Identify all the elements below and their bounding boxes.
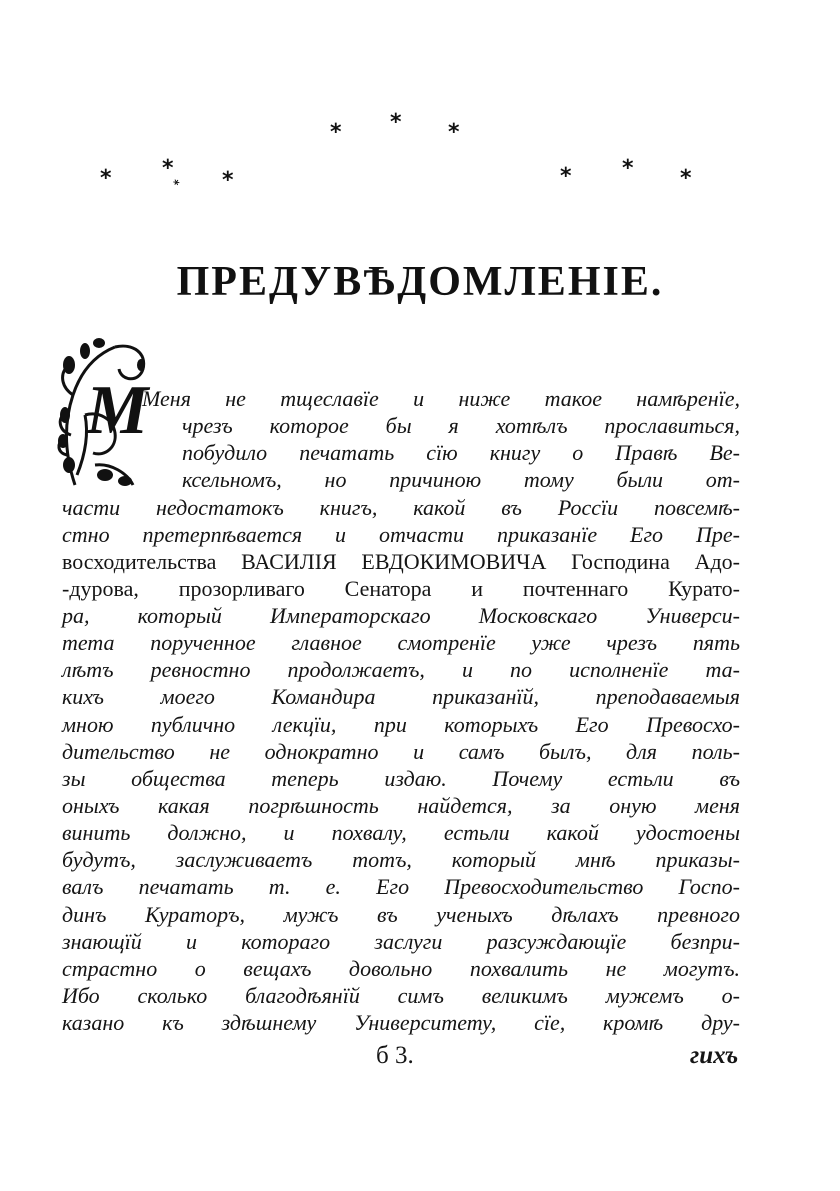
text-line: знающїй и котораго заслуги разсуждающїе безпри-: [62, 928, 740, 954]
ornament-star-icon: *: [330, 120, 342, 145]
catchword: гихъ: [690, 1042, 739, 1069]
text-line: лѣтъ ревностно продолжаетъ, и по исполненїе та-: [62, 657, 740, 683]
signature-mark: б 3.: [376, 1042, 414, 1069]
ornament-star-icon: *: [222, 168, 234, 193]
text-line: винить должно, и похвалу, естьли какой удостоены: [62, 820, 740, 846]
text-line: Меня не тщеславїе и ниже такое намѣренїе,: [142, 386, 740, 411]
text-line: ксельномъ, но причиною тому были от-: [182, 467, 740, 493]
text-line: мною публично лекцїи, при которыхъ Его Превосхо-: [62, 711, 740, 737]
ornament-star-icon: *: [622, 156, 634, 181]
text-line: кихъ моего Командира приказанїй, преподаваемыя: [62, 684, 740, 710]
text-line: валъ печатать т. е. Его Превосходительство Госпо-: [62, 874, 740, 900]
ornament-star-icon: *: [560, 164, 572, 189]
text-line: казано къ здѣшнему Университету, сїе, кромѣ дру-: [62, 1010, 740, 1035]
drop-cap-letter: М: [86, 372, 149, 449]
ornament-star-icon: *: [168, 176, 182, 192]
ornament-star-icon: *: [390, 110, 402, 135]
text-line: динъ Кураторъ, мужъ въ ученыхъ дѣлахъ превного: [62, 901, 740, 927]
text-line: Ибо сколько благодѣянїй симъ великимъ мужемъ о-: [62, 982, 740, 1008]
text-line: страстно о вещахъ довольно похвалить не могутъ.: [62, 955, 740, 981]
text-line: -дурова, прозорливаго Сенатора и почтеннаго Курато-: [62, 575, 740, 601]
ornament-star-icon: *: [162, 156, 174, 181]
text-line: дительство не однократно и самъ былъ, для поль-: [62, 738, 740, 764]
text-line: будутъ, заслуживаетъ тотъ, который мнѣ приказы-: [62, 847, 740, 873]
page-footer: [0, 1042, 840, 1072]
text-line: восходительства ВАСИЛІЯ ЕВДОКИМОВИЧА Господина Адо-: [62, 548, 740, 574]
text-line: чрезъ которое бы я хотѣлъ прославиться,: [182, 413, 740, 439]
text-line: тета порученное главное смотренїе уже чрезъ пять: [62, 630, 740, 656]
page-title: ПРЕДУВѢДОМЛЕНІЕ.: [176, 259, 664, 305]
text-line: побудило печатать сїю книгу о Правѣ Ве-: [182, 440, 740, 466]
preface-text: [62, 0, 742, 1191]
ornament-star-icon: *: [100, 166, 112, 191]
text-line: стно претерпѣвается и отчасти приказанїе Его Пре-: [62, 521, 740, 547]
text-line: зы общества теперь издаю. Почему естьли въ: [62, 765, 740, 791]
text-line: оныхъ какая погрѣшность найдется, за оную меня: [62, 793, 740, 818]
text-line: части недостатокъ книгъ, какой въ Россїи повсемѣ-: [62, 494, 740, 520]
ornament-star-icon: *: [448, 120, 460, 145]
ornament-star-icon: *: [680, 166, 692, 191]
text-line: ра, который Императорскаго Московскаго Универси-: [62, 603, 740, 628]
